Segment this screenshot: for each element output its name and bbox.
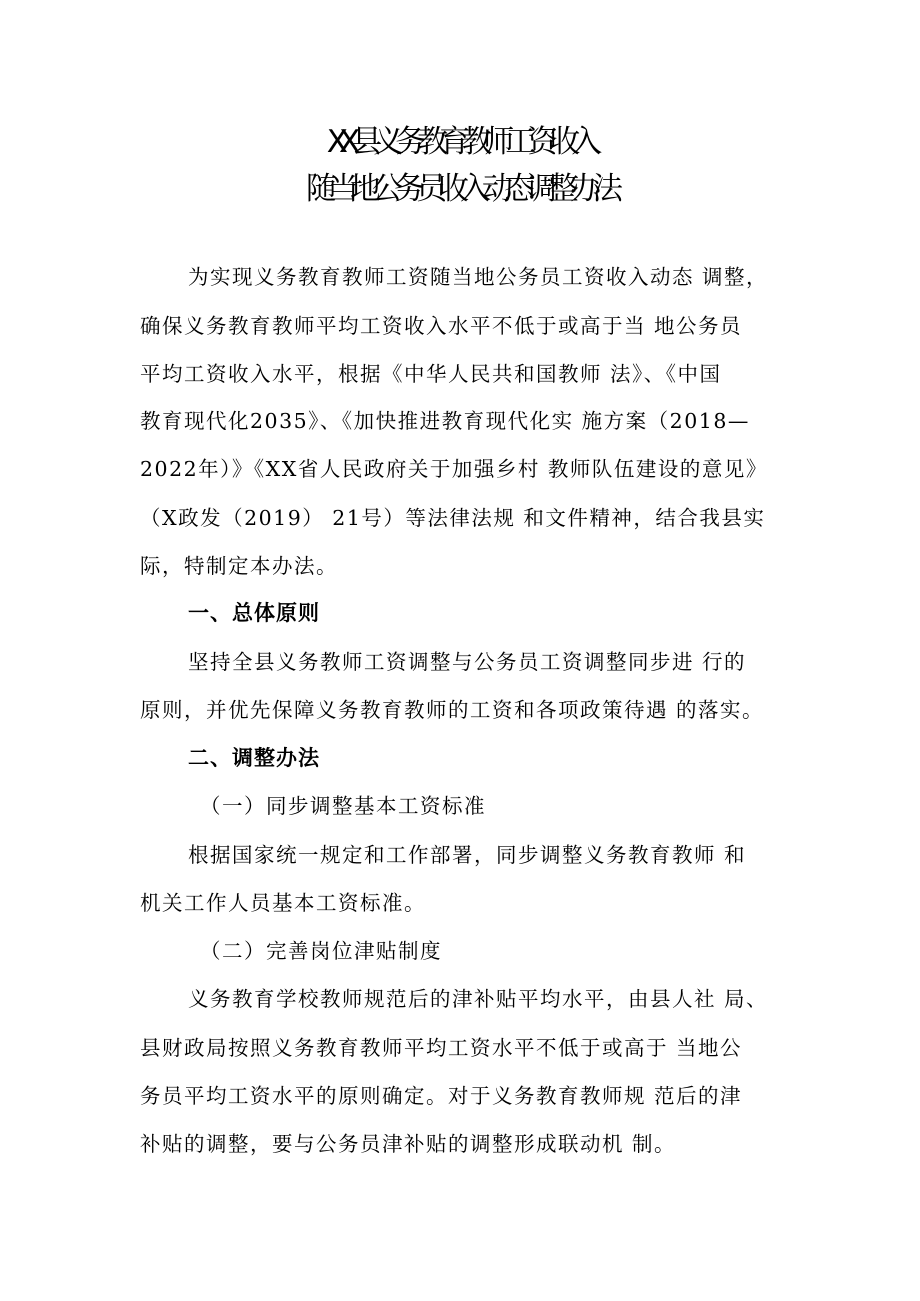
paragraph-line: 补贴的调整，要与公务员津补贴的调整形成联动机 制。 — [140, 1132, 677, 1156]
paragraph-line: 确保义务教育教师平均工资收入水平不低于或高于当 地公务员 — [140, 314, 743, 338]
paragraph-line: 县财政局按照义务教育教师平均工资水平不低于或高于 当地公 — [140, 1036, 743, 1060]
paragraph-line: 义务教育学校教师规范后的津补贴平均水平，由县人社 局、 — [188, 987, 769, 1011]
paragraph-line: 2022年）》《XX省人民政府关于加强乡村 教师队伍建设的意见》 — [140, 457, 768, 481]
section-heading-methods: 二、调整办法 — [188, 746, 320, 770]
paragraph-line: 原则，并优先保障义务教育教师的工资和各项政策待遇 的落实。 — [140, 698, 765, 722]
paragraph-line: 际，特制定本办法。 — [140, 554, 338, 578]
subsection-heading-basic-salary: （一）同步调整基本工资标准 — [200, 794, 486, 818]
paragraph-line: 机关工作人员基本工资标准。 — [140, 891, 426, 915]
document-title-line-2: 随当地公务员收入动态调整办法 — [306, 171, 614, 207]
document-title-line-1: XX县义务教育教师工资收入 — [326, 124, 594, 160]
paragraph-line: 为实现义务教育教师工资随当地公务员工资收入动态 调整， — [188, 265, 769, 289]
paragraph-line: 坚持全县义务教师工资调整与公务员工资调整同步进 行的 — [188, 650, 747, 674]
paragraph-line: 平均工资收入水平，根据《中华人民共和国教师 法》、《中国 — [140, 362, 722, 386]
paragraph-line: 务员平均工资水平的原则确定。对于义务教育教师规 范后的津 — [140, 1084, 743, 1108]
paragraph-line: 根据国家统一规定和工作部署，同步调整义务教育教师 和 — [188, 843, 747, 867]
section-heading-principles: 一、总体原则 — [188, 601, 320, 625]
paragraph-line: 教育现代化2035》、《加快推进教育现代化实 施方案（2018— — [140, 409, 750, 433]
paragraph-line: （X政发（2019） 21号）等法律法规 和文件精神，结合我县实 — [140, 506, 766, 530]
subsection-heading-allowance: （二）完善岗位津贴制度 — [200, 939, 442, 963]
